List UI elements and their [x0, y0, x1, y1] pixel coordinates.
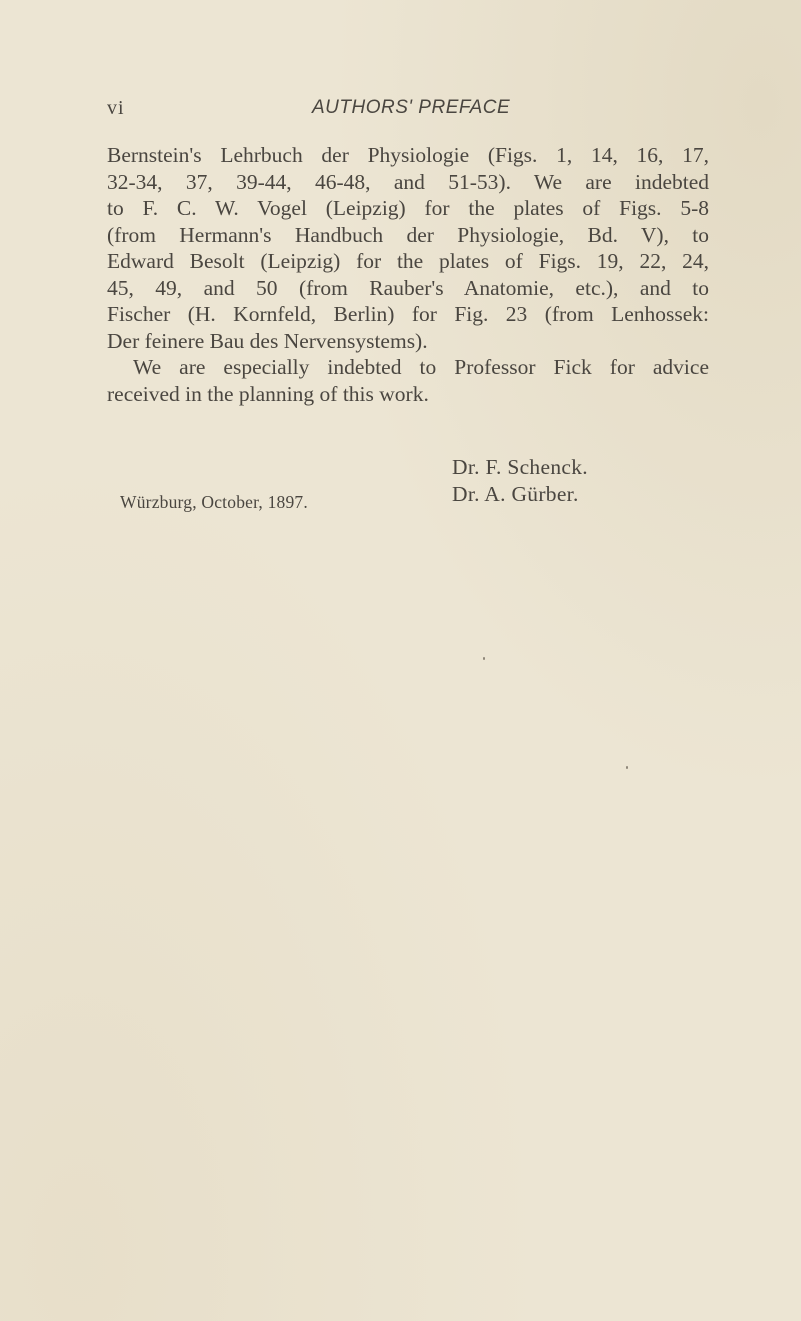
paper-speck	[483, 657, 485, 660]
dateline: Würzburg, October, 1897.	[120, 492, 308, 512]
text-line: Der feinere Bau des Nervensystems).	[107, 328, 428, 353]
running-title: AUTHORS' PREFACE	[312, 97, 511, 118]
text-line: Fischer (H. Kornfeld, Berlin) for Fig. 23 (from Lenhossek:	[107, 302, 709, 326]
signature-gurber: Dr. A. Gürber.	[452, 481, 579, 506]
text-line: to F. C. W. Vogel (Leipzig) for the plates of Figs. 5-8	[107, 196, 709, 220]
text-line: (from Hermann's Handbuch der Physiologie, Bd. V), to	[107, 222, 709, 247]
text-line: received in the planning of this work.	[107, 381, 429, 406]
text-line: Edward Besolt (Leipzig) for the plates of Figs. 19, 22, 24,	[107, 249, 709, 273]
text-line: Bernstein's Lehrbuch der Physiologie (Figs. 1, 14, 16, 17,	[107, 143, 709, 167]
text-line: 32-34, 37, 39-44, 46-48, and 51-53). We are indebted	[107, 169, 709, 194]
paper-speck	[626, 766, 628, 769]
text-line: We are especially indebted to Professor Fick for advice	[133, 355, 709, 379]
page-header	[107, 97, 707, 127]
preface-body	[107, 142, 709, 407]
signature-block	[452, 454, 588, 507]
text-line: 45, 49, and 50 (from Rauber's Anatomie, etc.), and to	[107, 275, 709, 300]
signature-schenck: Dr. F. Schenck.	[452, 455, 588, 479]
page-number: vi	[107, 97, 125, 119]
